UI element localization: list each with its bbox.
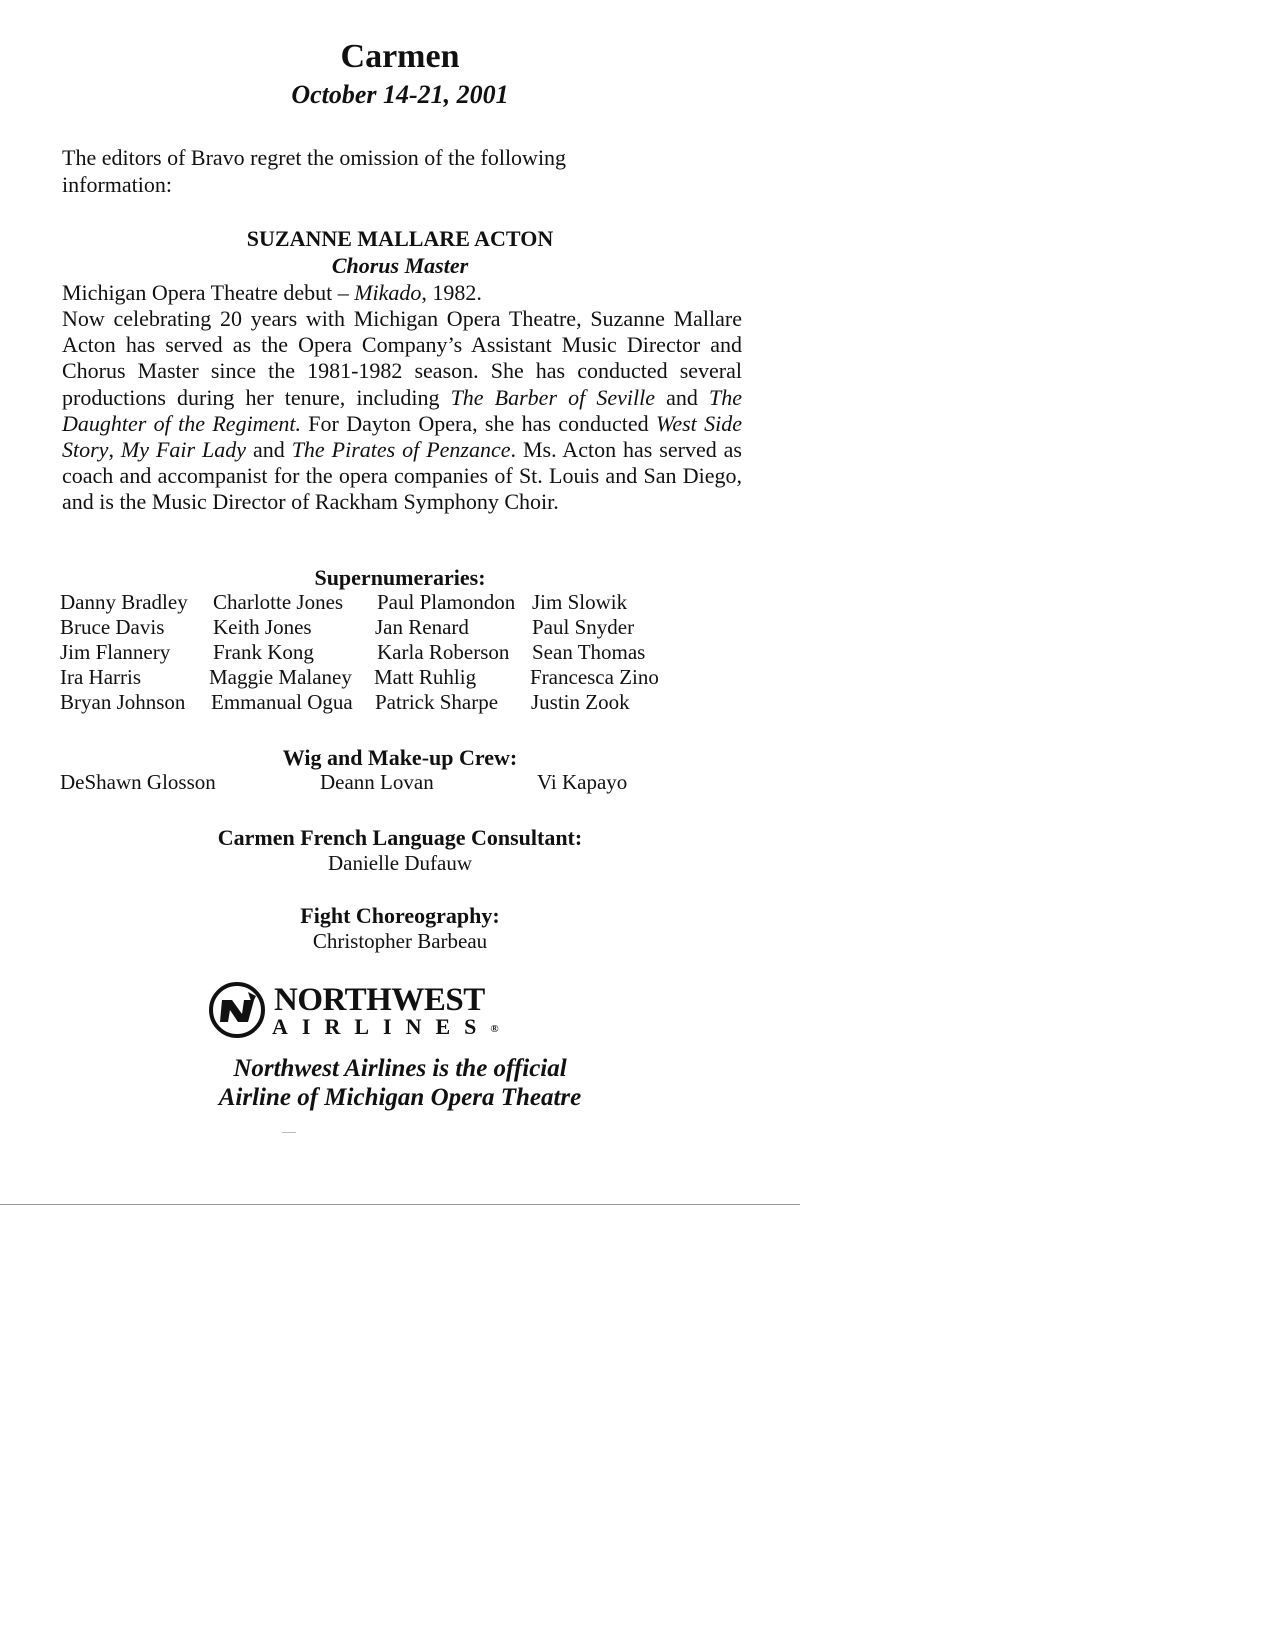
supernumerary-name: Karla Roberson	[377, 640, 510, 664]
supernumerary-name: Frank Kong	[213, 640, 314, 664]
person-name: SUZANNE MALLARE ACTON	[246, 226, 554, 251]
sponsor-line-2: Airline of Michigan Opera Theatre	[218, 1084, 582, 1111]
supernumerary-name: Paul Plamondon	[377, 590, 516, 614]
supernumerary-name: Ira Harris	[60, 665, 142, 689]
bio-production-title: My Fair Lady	[120, 437, 247, 463]
supernumerary-name: Emmanual Ogua	[211, 690, 353, 714]
supernumeraries-heading: Supernumeraries:	[314, 565, 486, 590]
supernumerary-name: Francesca Zino	[530, 665, 659, 689]
supernumerary-name: Bruce Davis	[60, 615, 165, 639]
french-consultant-heading: Carmen French Language Consultant:	[217, 825, 583, 850]
logo-wordmark-airlines: AIRLINES	[272, 1014, 491, 1039]
supernumerary-name: Sean Thomas	[532, 640, 646, 664]
bio-production-title: The Pirates of Penzance	[291, 437, 511, 463]
scan-mark	[282, 1132, 296, 1133]
bio-production-title: The Daughter of the Regiment.	[62, 384, 742, 436]
bio-text: ,	[108, 437, 121, 463]
page-edge-rule	[0, 1204, 800, 1205]
fight-choreographer-name: Christopher Barbeau	[312, 929, 488, 953]
debut-line	[62, 280, 482, 306]
supernumerary-name: Justin Zook	[531, 690, 630, 714]
supernumerary-name: Danny Bradley	[60, 590, 188, 614]
page-title: Carmen	[340, 38, 460, 75]
supernumerary-name: Jim Slowik	[532, 590, 628, 614]
supernumerary-name: Patrick Sharpe	[375, 690, 499, 714]
bio-text: For Dayton Opera, she has conducted	[300, 410, 657, 436]
wig-crew-name: Vi Kapayo	[537, 770, 628, 794]
omission-notice: The editors of Bravo regret the omission of the following information:	[62, 145, 567, 197]
logo-wordmark-line1: NORTHWEST	[274, 982, 485, 1018]
northwest-compass-icon	[208, 980, 268, 1040]
performance-dates: October 14-21, 2001	[291, 80, 509, 109]
fight-choreography-heading: Fight Choreography:	[300, 903, 500, 928]
person-biography	[62, 306, 742, 516]
wig-crew-heading: Wig and Make-up Crew:	[282, 745, 518, 770]
bio-production-title: West Side Story	[62, 410, 743, 463]
supernumerary-name: Jan Renard	[375, 615, 469, 639]
registered-mark: ®	[490, 1022, 499, 1035]
bio-production-title: The Barber of Seville	[450, 384, 655, 410]
supernumerary-name: Matt Ruhlig	[374, 665, 477, 689]
bio-text: . Ms. Acton has served as coach and accompanist for the opera companies of St. Louis and San Diego, and is the Music Director of Rackham Symphony Choir.	[62, 437, 742, 515]
wig-crew-name: DeShawn Glosson	[60, 770, 216, 794]
supernumerary-name: Paul Snyder	[532, 615, 635, 639]
sponsor-line-1: Northwest Airlines is the official	[233, 1055, 567, 1082]
wig-crew-name: Deann Lovan	[320, 770, 434, 794]
debut-suffix: , 1982.	[421, 280, 482, 305]
northwest-airlines-logo	[208, 978, 518, 1042]
debut-title: Mikado	[354, 280, 422, 305]
bio-text: and	[654, 384, 709, 410]
bio-text: Now celebrating 20 years with Michigan Opera Theatre, Suzanne Mallare Acton has served as the Opera Company’s Assistant Music Director and Chorus Master since the 1981-1982 season. She has conducted several productions during her tenure, including	[62, 306, 742, 410]
person-role: Chorus Master	[331, 253, 469, 278]
supernumerary-name: Bryan Johnson	[60, 690, 186, 714]
debut-prefix: Michigan Opera Theatre debut –	[62, 280, 355, 305]
french-consultant-name: Danielle Dufauw	[327, 851, 473, 875]
supernumerary-name: Maggie Malaney	[209, 665, 352, 689]
supernumerary-name: Charlotte Jones	[213, 590, 344, 614]
supernumerary-name: Keith Jones	[213, 615, 312, 639]
supernumerary-name: Jim Flannery	[60, 640, 171, 664]
logo-wordmark-line2	[272, 1014, 499, 1040]
bio-text: and	[246, 437, 292, 463]
